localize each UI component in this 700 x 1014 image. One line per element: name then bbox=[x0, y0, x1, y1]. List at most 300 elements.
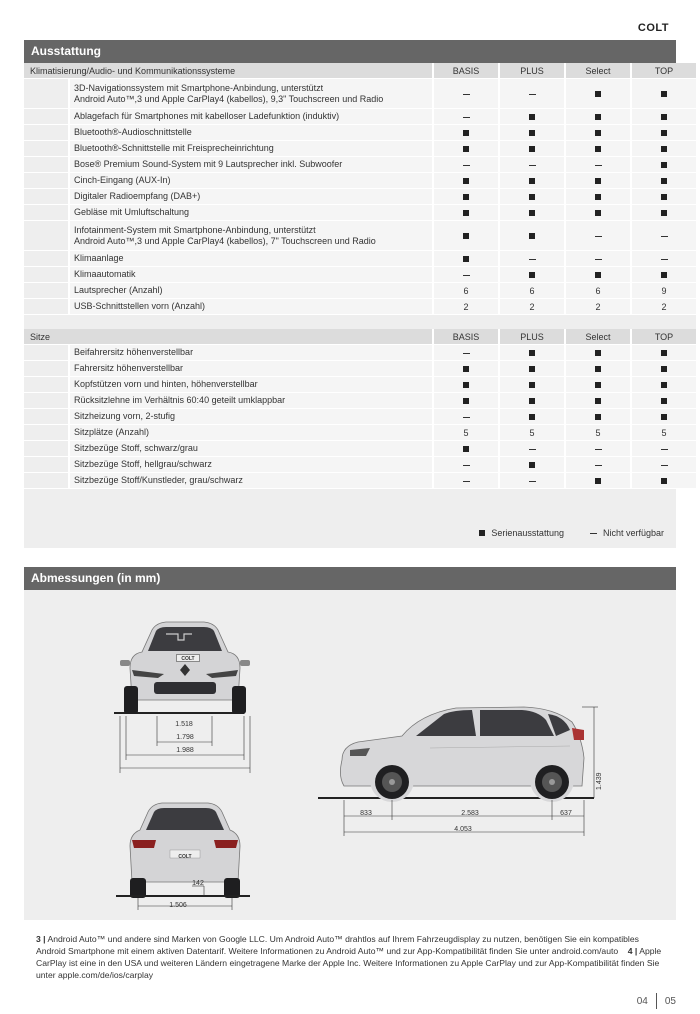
row-indent bbox=[24, 79, 70, 109]
value-cell bbox=[566, 251, 632, 267]
legend-not-available bbox=[590, 528, 664, 538]
value-cell bbox=[566, 345, 632, 361]
feature-line: Gebläse mit Umluftschaltung bbox=[74, 207, 190, 217]
feature-line: 3D-Navigationssystem mit Smartphone-Anbindung, unterstützt bbox=[74, 82, 324, 93]
value-cell bbox=[632, 425, 696, 441]
value-cell bbox=[566, 79, 632, 109]
standard-square-icon bbox=[463, 178, 469, 184]
table-row bbox=[24, 409, 696, 425]
section-header-row bbox=[24, 329, 696, 345]
table-row bbox=[24, 141, 696, 157]
value-cell bbox=[500, 393, 566, 409]
page-number-right: 05 bbox=[664, 995, 676, 1007]
value-cell bbox=[500, 157, 566, 173]
value-cell bbox=[500, 377, 566, 393]
value-cell bbox=[500, 425, 566, 441]
table-row bbox=[24, 205, 696, 221]
row-indent bbox=[24, 141, 70, 157]
row-indent bbox=[24, 267, 70, 283]
row-indent bbox=[24, 283, 70, 299]
feature-name bbox=[70, 299, 434, 315]
page-separator bbox=[656, 993, 657, 1009]
feature-line: Sitzbezüge Stoff, hellgrau/schwarz bbox=[74, 459, 212, 469]
legend-standard bbox=[479, 528, 564, 538]
value-cell bbox=[434, 283, 500, 299]
value-cell bbox=[566, 473, 632, 489]
value-cell bbox=[566, 361, 632, 377]
rear-overhang-label: 637 bbox=[560, 810, 572, 817]
table-row bbox=[24, 221, 696, 251]
value-cell bbox=[500, 345, 566, 361]
standard-square-icon bbox=[463, 398, 469, 404]
value-number: 5 bbox=[661, 427, 667, 438]
table-row bbox=[24, 267, 696, 283]
feature-line: Klimaautomatik bbox=[74, 269, 136, 279]
value-cell bbox=[632, 473, 696, 489]
value-cell bbox=[632, 157, 696, 173]
standard-square-icon bbox=[595, 382, 601, 388]
value-cell bbox=[632, 173, 696, 189]
table-row bbox=[24, 79, 696, 109]
front-overhang-label: 833 bbox=[360, 810, 372, 817]
standard-square-icon bbox=[595, 114, 601, 120]
standard-square-icon bbox=[661, 194, 667, 200]
value-number: 2 bbox=[463, 301, 469, 312]
row-indent bbox=[24, 157, 70, 173]
value-cell bbox=[500, 79, 566, 109]
value-cell bbox=[434, 425, 500, 441]
value-cell bbox=[632, 251, 696, 267]
standard-square-icon bbox=[661, 210, 667, 216]
standard-square-icon bbox=[661, 162, 667, 168]
feature-line: Cinch-Eingang (AUX-In) bbox=[74, 175, 171, 185]
standard-square-icon bbox=[529, 233, 535, 239]
value-cell bbox=[566, 441, 632, 457]
not-available-dash-icon bbox=[595, 259, 602, 260]
standard-square-icon bbox=[595, 146, 601, 152]
front-track-label: 1.518 bbox=[175, 721, 193, 728]
value-cell bbox=[632, 141, 696, 157]
length-label: 4.053 bbox=[454, 826, 472, 833]
feature-name bbox=[70, 173, 434, 189]
value-cell bbox=[632, 377, 696, 393]
standard-square-icon bbox=[529, 398, 535, 404]
feature-line-2: Android Auto™,3 und Apple CarPlay4 (kabellos), 9,3" Touchscreen und Radio bbox=[74, 93, 384, 104]
not-available-dash-icon bbox=[595, 465, 602, 466]
feature-name bbox=[70, 283, 434, 299]
standard-square-icon bbox=[661, 91, 667, 97]
value-cell bbox=[434, 361, 500, 377]
value-cell bbox=[566, 409, 632, 425]
value-cell bbox=[500, 409, 566, 425]
not-available-dash-icon bbox=[529, 259, 536, 260]
row-indent bbox=[24, 473, 70, 489]
value-cell bbox=[632, 299, 696, 315]
feature-line: Digitaler Radioempfang (DAB+) bbox=[74, 191, 201, 201]
value-cell bbox=[632, 109, 696, 125]
column-header: Select bbox=[566, 329, 632, 345]
table-row bbox=[24, 189, 696, 205]
standard-square-icon bbox=[661, 414, 667, 420]
feature-line: Sitzbezüge Stoff/Kunstleder, grau/schwarz bbox=[74, 475, 243, 485]
value-cell bbox=[566, 377, 632, 393]
section-gap bbox=[24, 315, 696, 329]
not-available-dash-icon bbox=[463, 117, 470, 118]
value-cell bbox=[566, 141, 632, 157]
not-available-dash-icon bbox=[529, 165, 536, 166]
value-number: 2 bbox=[595, 301, 601, 312]
legend bbox=[459, 528, 664, 538]
standard-square-icon bbox=[529, 178, 535, 184]
row-indent bbox=[24, 125, 70, 141]
standard-square-icon bbox=[661, 350, 667, 356]
value-cell bbox=[632, 393, 696, 409]
row-indent bbox=[24, 205, 70, 221]
table-row bbox=[24, 345, 696, 361]
value-cell bbox=[566, 205, 632, 221]
value-cell bbox=[632, 345, 696, 361]
not-available-dash-icon bbox=[590, 533, 597, 534]
front-width-label: 1.798 bbox=[176, 734, 194, 741]
row-indent bbox=[24, 173, 70, 189]
rear-badge: COLT bbox=[178, 854, 192, 860]
standard-square-icon bbox=[595, 91, 601, 97]
table-row bbox=[24, 361, 696, 377]
feature-line: Bluetooth®-Schnittstelle mit Freisprecheinrichtung bbox=[74, 143, 274, 153]
row-indent bbox=[24, 361, 70, 377]
column-header: PLUS bbox=[500, 63, 566, 79]
feature-line: Kopfstützen vorn und hinten, höhenverstellbar bbox=[74, 379, 258, 389]
value-cell bbox=[500, 267, 566, 283]
feature-name bbox=[70, 221, 434, 251]
column-header: TOP bbox=[632, 329, 696, 345]
standard-square-icon bbox=[463, 233, 469, 239]
feature-line: Bluetooth®-Audioschnittstelle bbox=[74, 127, 192, 137]
value-cell bbox=[500, 173, 566, 189]
dimensions-title: Abmessungen (in mm) bbox=[24, 567, 676, 590]
value-cell bbox=[434, 205, 500, 221]
value-cell bbox=[434, 125, 500, 141]
feature-line: Infotainment-System mit Smartphone-Anbindung, unterstützt bbox=[74, 224, 316, 235]
standard-square-icon bbox=[463, 382, 469, 388]
section-header-row bbox=[24, 63, 696, 79]
feature-name bbox=[70, 141, 434, 157]
not-available-dash-icon bbox=[595, 449, 602, 450]
value-cell bbox=[434, 377, 500, 393]
ground-clearance-label: 142 bbox=[192, 880, 204, 887]
feature-name bbox=[70, 189, 434, 205]
value-cell bbox=[434, 79, 500, 109]
standard-square-icon bbox=[661, 382, 667, 388]
standard-square-icon bbox=[595, 210, 601, 216]
value-cell bbox=[500, 125, 566, 141]
standard-square-icon bbox=[529, 382, 535, 388]
value-cell bbox=[500, 205, 566, 221]
value-cell bbox=[500, 473, 566, 489]
standard-square-icon bbox=[595, 414, 601, 420]
standard-square-icon bbox=[529, 272, 535, 278]
legend-standard-label: Serienausstattung bbox=[491, 528, 564, 538]
value-cell bbox=[434, 109, 500, 125]
footnote-3-text: Android Auto™ und andere sind Marken von Google LLC. Um Android Auto™ drahtlos auf Ihrem Fahrzeugdisplay zu nutzen, benötigen Sie ein kompatibles Android Smartphone mit einem aktiven Datentarif. Weitere Informationen zu Android Auto™ und zur App-Kompatibilität finden Sie unter android.com/auto bbox=[36, 934, 639, 956]
feature-name bbox=[70, 205, 434, 221]
table-row bbox=[24, 109, 696, 125]
value-cell bbox=[434, 267, 500, 283]
feature-name bbox=[70, 345, 434, 361]
not-available-dash-icon bbox=[529, 481, 536, 482]
not-available-dash-icon bbox=[529, 449, 536, 450]
value-number: 5 bbox=[595, 427, 601, 438]
not-available-dash-icon bbox=[463, 465, 470, 466]
value-cell bbox=[566, 221, 632, 251]
value-cell bbox=[566, 457, 632, 473]
value-cell bbox=[434, 473, 500, 489]
feature-line: Klimaanlage bbox=[74, 253, 124, 263]
value-cell bbox=[566, 299, 632, 315]
value-cell bbox=[566, 425, 632, 441]
dimensions-drawing bbox=[24, 590, 676, 920]
standard-square-icon bbox=[463, 130, 469, 136]
page-numbers bbox=[637, 993, 676, 1009]
feature-line: Beifahrersitz höhenverstellbar bbox=[74, 347, 194, 357]
value-cell bbox=[434, 345, 500, 361]
not-available-dash-icon bbox=[529, 94, 536, 95]
value-cell bbox=[434, 189, 500, 205]
rear-track-label: 1.506 bbox=[169, 902, 187, 909]
value-number: 5 bbox=[463, 427, 469, 438]
value-cell bbox=[566, 125, 632, 141]
feature-line-2: Android Auto™,3 und Apple CarPlay4 (kabellos), 7" Touchscreen und Radio bbox=[74, 235, 376, 246]
equipment-panel bbox=[24, 40, 676, 548]
row-indent bbox=[24, 251, 70, 267]
dimensions-panel bbox=[24, 567, 676, 920]
wheelbase-label: 2.583 bbox=[461, 810, 479, 817]
value-cell bbox=[434, 141, 500, 157]
front-width-mirrors-label: 1.988 bbox=[176, 747, 194, 754]
value-cell bbox=[500, 441, 566, 457]
page-number-left: 04 bbox=[636, 995, 648, 1007]
feature-line: Fahrersitz höhenverstellbar bbox=[74, 363, 184, 373]
value-cell bbox=[434, 409, 500, 425]
feature-line: Sitzbezüge Stoff, schwarz/grau bbox=[74, 443, 198, 453]
equipment-table bbox=[24, 63, 696, 489]
value-cell bbox=[566, 393, 632, 409]
car-dimension-illustration bbox=[24, 590, 676, 920]
feature-line: Sitzheizung vorn, 2-stufig bbox=[74, 411, 176, 421]
footnote-4-text: Apple CarPlay ist eine in den USA und weiteren Ländern eingetragene Marke der Apple Inc. Weitere Informationen zu Apple CarPlay und zur App-Kompatibilität finden Sie unter apple.com/de/ios/carplay bbox=[36, 946, 662, 980]
value-number: 6 bbox=[595, 285, 601, 296]
feature-name bbox=[70, 393, 434, 409]
feature-line: USB-Schnittstellen vorn (Anzahl) bbox=[74, 301, 206, 311]
value-cell bbox=[434, 157, 500, 173]
row-indent bbox=[24, 409, 70, 425]
value-number: 6 bbox=[529, 285, 535, 296]
section-category: Sitze bbox=[24, 329, 434, 345]
row-indent bbox=[24, 457, 70, 473]
standard-square-icon bbox=[595, 478, 601, 484]
value-cell bbox=[434, 299, 500, 315]
not-available-dash-icon bbox=[463, 94, 470, 95]
value-number: 5 bbox=[529, 427, 535, 438]
legend-na-label: Nicht verfügbar bbox=[602, 528, 664, 538]
value-cell bbox=[500, 361, 566, 377]
table-row bbox=[24, 157, 696, 173]
standard-square-icon bbox=[595, 178, 601, 184]
standard-square-icon bbox=[529, 462, 535, 468]
standard-square-icon bbox=[661, 398, 667, 404]
feature-line: Sitzplätze (Anzahl) bbox=[74, 427, 150, 437]
section-category: Klimatisierung/Audio- und Kommunikationssysteme bbox=[24, 63, 434, 79]
standard-square-icon bbox=[595, 366, 601, 372]
feature-name bbox=[70, 377, 434, 393]
value-cell bbox=[434, 441, 500, 457]
not-available-dash-icon bbox=[463, 417, 470, 418]
value-cell bbox=[434, 393, 500, 409]
table-row bbox=[24, 473, 696, 489]
table-row bbox=[24, 125, 696, 141]
value-cell bbox=[566, 267, 632, 283]
footnote bbox=[36, 933, 666, 981]
row-indent bbox=[24, 109, 70, 125]
standard-square-icon bbox=[595, 272, 601, 278]
feature-name bbox=[70, 79, 434, 109]
row-indent bbox=[24, 425, 70, 441]
feature-name bbox=[70, 457, 434, 473]
footnote-4-number: 4 | bbox=[627, 946, 638, 956]
standard-square-icon bbox=[661, 146, 667, 152]
value-cell bbox=[632, 441, 696, 457]
value-cell bbox=[500, 141, 566, 157]
feature-name bbox=[70, 251, 434, 267]
standard-square-icon bbox=[463, 146, 469, 152]
value-cell bbox=[632, 189, 696, 205]
feature-name bbox=[70, 409, 434, 425]
standard-square-icon bbox=[661, 114, 667, 120]
standard-square-icon bbox=[529, 114, 535, 120]
feature-line: Ablagefach für Smartphones mit kabelloser Ladefunktion (induktiv) bbox=[74, 111, 340, 121]
value-cell bbox=[434, 173, 500, 189]
value-cell bbox=[434, 221, 500, 251]
standard-square-icon bbox=[529, 414, 535, 420]
standard-square-icon bbox=[661, 366, 667, 372]
feature-name bbox=[70, 361, 434, 377]
value-number: 2 bbox=[529, 301, 535, 312]
column-header: TOP bbox=[632, 63, 696, 79]
not-available-dash-icon bbox=[661, 465, 668, 466]
row-indent bbox=[24, 189, 70, 205]
table-row bbox=[24, 457, 696, 473]
row-indent bbox=[24, 393, 70, 409]
row-indent bbox=[24, 345, 70, 361]
standard-square-icon bbox=[595, 194, 601, 200]
standard-square-icon bbox=[529, 366, 535, 372]
table-row bbox=[24, 425, 696, 441]
table-row bbox=[24, 283, 696, 299]
standard-square-icon bbox=[595, 350, 601, 356]
column-header: BASIS bbox=[434, 63, 500, 79]
standard-square-icon bbox=[595, 398, 601, 404]
not-available-dash-icon bbox=[463, 165, 470, 166]
value-cell bbox=[566, 173, 632, 189]
standard-square-icon bbox=[463, 210, 469, 216]
not-available-dash-icon bbox=[463, 481, 470, 482]
value-cell bbox=[632, 267, 696, 283]
table-row bbox=[24, 299, 696, 315]
section-gap-cell bbox=[24, 315, 696, 329]
not-available-dash-icon bbox=[661, 236, 668, 237]
feature-line: Rücksitzlehne im Verhältnis 60:40 geteilt umklappbar bbox=[74, 395, 286, 405]
standard-square-icon bbox=[661, 130, 667, 136]
value-cell bbox=[566, 283, 632, 299]
value-cell bbox=[500, 221, 566, 251]
standard-square-icon bbox=[529, 146, 535, 152]
not-available-dash-icon bbox=[661, 259, 668, 260]
value-cell bbox=[500, 251, 566, 267]
value-cell bbox=[632, 205, 696, 221]
feature-name bbox=[70, 157, 434, 173]
row-indent bbox=[24, 299, 70, 315]
standard-square-icon bbox=[479, 530, 485, 536]
value-cell bbox=[500, 299, 566, 315]
value-cell bbox=[632, 221, 696, 251]
value-cell bbox=[566, 189, 632, 205]
standard-square-icon bbox=[661, 178, 667, 184]
table-row bbox=[24, 393, 696, 409]
feature-name bbox=[70, 425, 434, 441]
not-available-dash-icon bbox=[595, 165, 602, 166]
value-cell bbox=[434, 251, 500, 267]
value-cell bbox=[434, 457, 500, 473]
not-available-dash-icon bbox=[661, 449, 668, 450]
standard-square-icon bbox=[661, 272, 667, 278]
table-row bbox=[24, 441, 696, 457]
feature-line: Lautsprecher (Anzahl) bbox=[74, 285, 163, 295]
value-cell bbox=[632, 125, 696, 141]
standard-square-icon bbox=[529, 194, 535, 200]
row-indent bbox=[24, 221, 70, 251]
standard-square-icon bbox=[529, 130, 535, 136]
value-cell bbox=[566, 157, 632, 173]
feature-line: Bose® Premium Sound-System mit 9 Lautsprecher inkl. Subwoofer bbox=[74, 159, 343, 169]
not-available-dash-icon bbox=[595, 236, 602, 237]
value-cell bbox=[632, 79, 696, 109]
standard-square-icon bbox=[595, 130, 601, 136]
standard-square-icon bbox=[463, 256, 469, 262]
value-cell bbox=[500, 109, 566, 125]
value-number: 2 bbox=[661, 301, 667, 312]
not-available-dash-icon bbox=[463, 275, 470, 276]
value-cell bbox=[632, 283, 696, 299]
value-cell bbox=[500, 457, 566, 473]
feature-name bbox=[70, 267, 434, 283]
standard-square-icon bbox=[463, 446, 469, 452]
value-cell bbox=[632, 409, 696, 425]
standard-square-icon bbox=[529, 210, 535, 216]
standard-square-icon bbox=[529, 350, 535, 356]
row-indent bbox=[24, 441, 70, 457]
table-row bbox=[24, 173, 696, 189]
value-number: 6 bbox=[463, 285, 469, 296]
standard-square-icon bbox=[463, 366, 469, 372]
value-number: 9 bbox=[661, 285, 667, 296]
value-cell bbox=[500, 189, 566, 205]
not-available-dash-icon bbox=[463, 353, 470, 354]
footnote-3-number: 3 | bbox=[36, 934, 46, 944]
equipment-title: Ausstattung bbox=[24, 40, 676, 63]
standard-square-icon bbox=[463, 194, 469, 200]
table-row bbox=[24, 377, 696, 393]
height-label: 1.439 bbox=[596, 772, 603, 790]
